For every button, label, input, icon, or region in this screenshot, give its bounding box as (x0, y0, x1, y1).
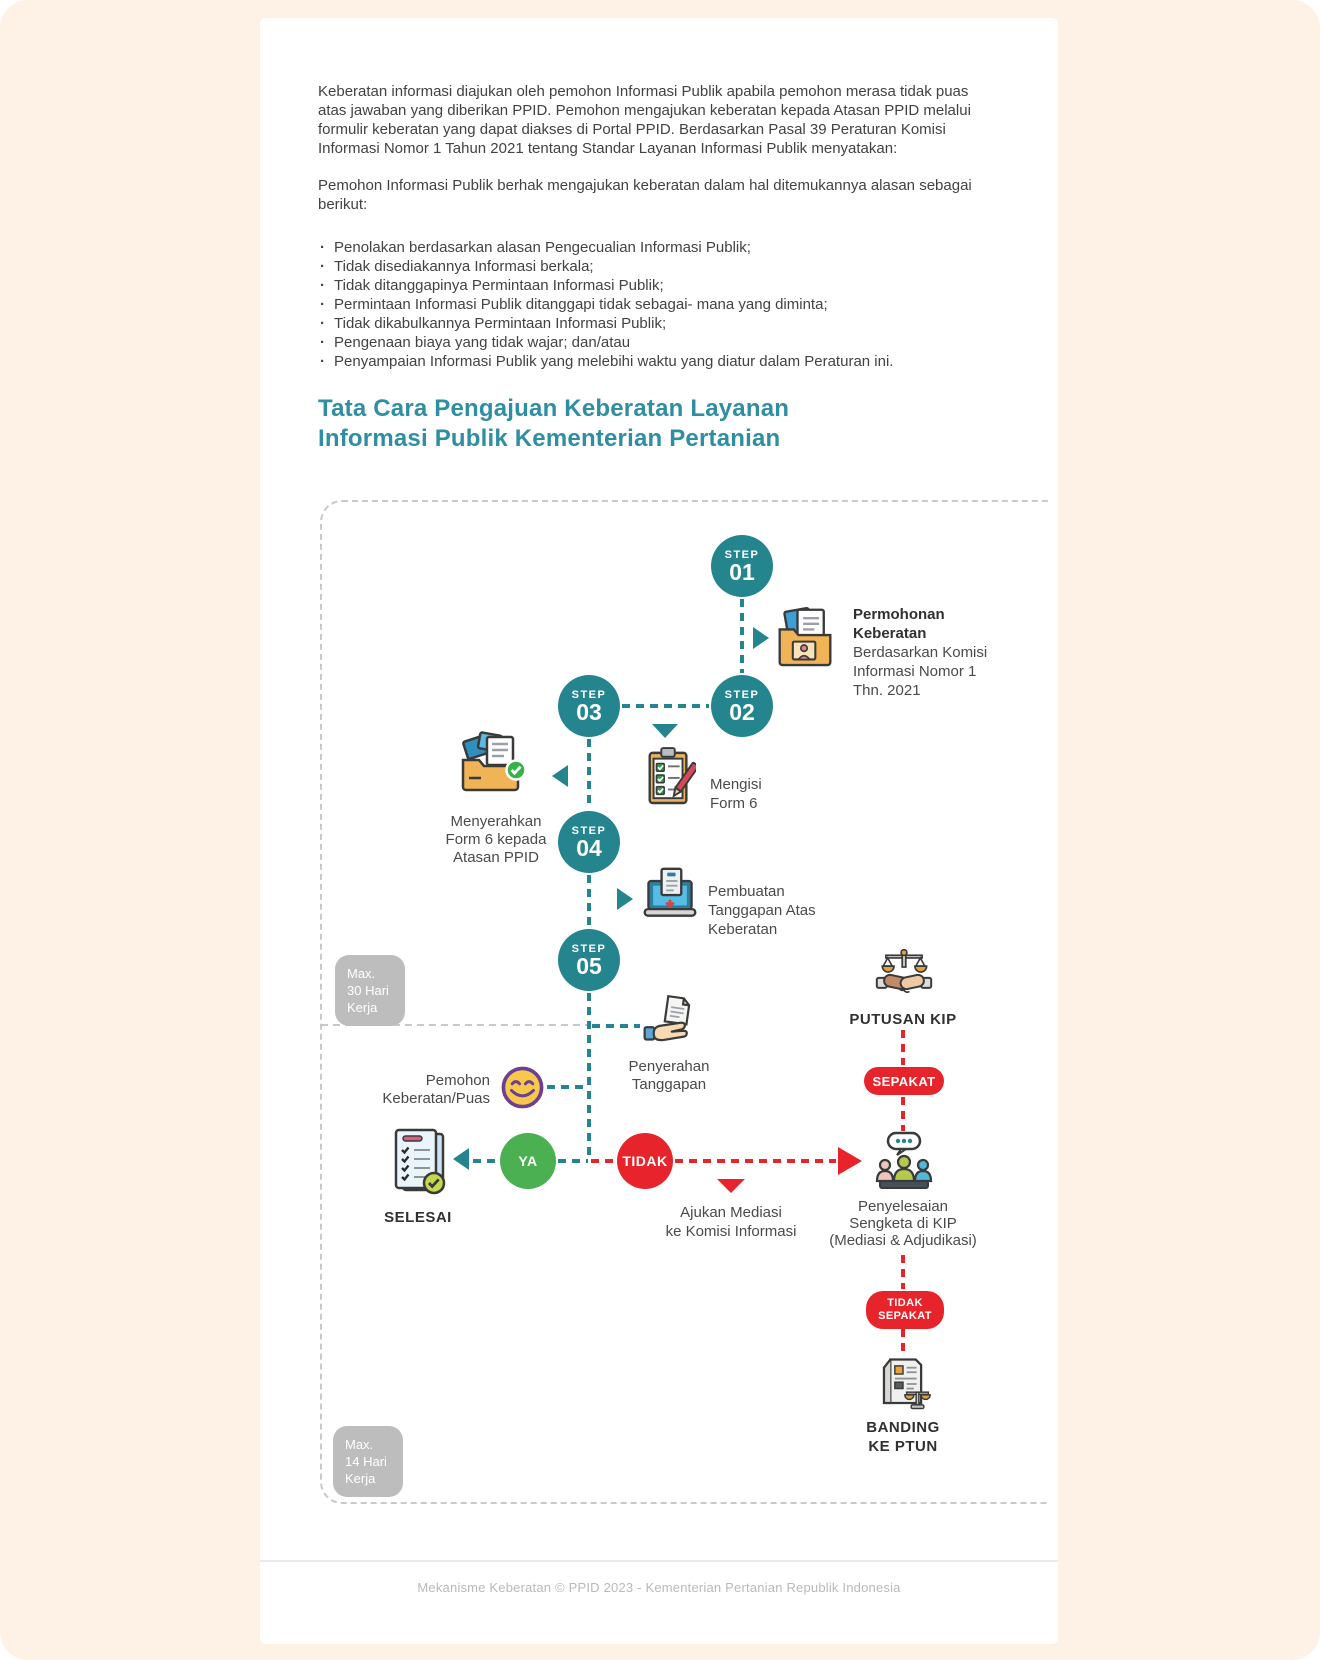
penyelesaian-label: Penyelesaian Sengketa di KIP (Mediasi & Adjudikasi) (829, 1198, 977, 1249)
laptop-response-icon (640, 866, 700, 926)
selesai-label: SELESAI (384, 1209, 452, 1226)
complaint-folder-icon (775, 604, 835, 668)
connector-pemohon (547, 1085, 589, 1089)
step-03-circle: STEP 03 (558, 675, 620, 737)
arrow-right-permohonan-icon (753, 627, 769, 649)
connector-putusan-sepakat (901, 1030, 905, 1065)
max-14-days-badge: Max. 14 Hari Kerja (333, 1426, 403, 1497)
mengisi-label: Mengisi Form 6 (710, 776, 762, 812)
banding-label: BANDING KE PTUN (866, 1419, 940, 1455)
connector-penyerahan (592, 1024, 640, 1028)
hand-delivery-icon (642, 994, 698, 1050)
arrow-left-selesai-icon (453, 1148, 469, 1170)
ptun-appeal-news-scales-icon (874, 1353, 932, 1415)
connector-step4-step5 (587, 875, 591, 927)
list-item: · Permintaan Informasi Publik ditanggapi tidak sebagai- mana yang diminta; (318, 295, 996, 314)
step-01-circle: STEP 01 (711, 535, 773, 597)
sepakat-pill: SEPAKAT (864, 1067, 944, 1095)
connector-junction-tidak (591, 1159, 617, 1163)
section-title-line2: Informasi Publik Kementerian Pertanian (318, 425, 781, 452)
max-30-days-badge: Max. 30 Hari Kerja (335, 955, 405, 1026)
decision-tidak: TIDAK (617, 1133, 673, 1189)
list-item: · Tidak disediakannya Informasi berkala; (318, 257, 996, 276)
step-05-circle: STEP 05 (558, 929, 620, 991)
connector-step3-step4 (587, 739, 591, 809)
connector-sepakat-sengketa (901, 1097, 905, 1131)
ajukan-mediasi-label: Ajukan Mediasi ke Komisi Informasi (665, 1204, 797, 1240)
arrow-down-mengisi-icon (652, 724, 678, 738)
list-item: · Penyampaian Informasi Publik yang melebihi waktu yang diatur dalam Peraturan ini. (318, 352, 996, 371)
connector-arrow-ya (473, 1159, 500, 1163)
step-02-circle: STEP 02 (711, 675, 773, 737)
list-item: · Penolakan berdasarkan alasan Pengecualian Informasi Publik; (318, 238, 996, 257)
tidak-sepakat-pill: TIDAK SEPAKAT (866, 1291, 944, 1329)
section-title (318, 394, 789, 454)
footer-text: Mekanisme Keberatan © PPID 2023 - Kementerian Pertanian Republik Indonesia (417, 1580, 901, 1595)
pemohon-label: Pemohon Keberatan/Puas (382, 1072, 490, 1107)
list-item: · Tidak dikabulkannya Permintaan Informasi Publik; (318, 314, 996, 333)
arrow-right-pembuatan-icon (617, 888, 633, 910)
connector-step5-decision (587, 993, 591, 1161)
list-item: · Pengenaan biaya yang tidak wajar; dan/atau (318, 333, 996, 352)
list-item: · Tidak ditanggapinya Permintaan Informasi Publik; (318, 276, 996, 295)
connector-step2-step3 (622, 704, 709, 708)
decision-ya: YA (500, 1133, 556, 1189)
form6-checklist-icon (642, 745, 696, 807)
step-04-circle: STEP 04 (558, 811, 620, 873)
permohonan-label: Permohonan Keberatan Berdasarkan Komisi Informasi Nomor 1 Thn. 2021 (853, 606, 988, 699)
arrow-left-menyerahkan-icon (552, 765, 568, 787)
arrow-down-mediasi (717, 1179, 745, 1193)
satisfied-smiley-icon (499, 1064, 546, 1111)
connector-sengketa-tidaksepakat (901, 1255, 905, 1289)
arrow-right-sengketa-icon (838, 1147, 862, 1175)
intro-paragraph-2: Pemohon Informasi Publik berhak mengajukan keberatan dalam hal ditemukannya alasan sebagai berikut: (318, 177, 972, 213)
section-title-line1: Tata Cara Pengajuan Keberatan Layanan (318, 395, 790, 422)
menyerahkan-label: Menyerahkan Form 6 kepada Atasan PPID (445, 813, 547, 866)
connector-tidaksepakat-banding (901, 1329, 905, 1353)
selesai-checklist-icon (387, 1126, 451, 1204)
dispute-meeting-icon (871, 1131, 937, 1193)
footer-divider (260, 1560, 1058, 1562)
connector-tidak-kip (675, 1159, 836, 1163)
submit-folder-check-icon (457, 728, 537, 802)
penyerahan-label: Penyerahan Tanggapan (628, 1058, 710, 1093)
kip-verdict-scales-handshake-icon (875, 948, 933, 1006)
pembuatan-label: Pembuatan Tanggapan Atas Keberatan (708, 883, 816, 938)
intro-paragraph-1: Keberatan informasi diajukan oleh pemohon Informasi Publik apabila pemohon merasa tidak puas atas jawaban yang diberikan PPID. Pemohon mengajukan keberatan kepada Atasan PPID melalui formulir keberatan yang dapat diakses di Portal PPID. Berdasarkan Pasal 39 Peraturan Komisi Informasi Nomor 1 Tahun 2021 tentang Standar Layanan Informasi Publik menyatakan: (318, 83, 971, 157)
connector-ya-junction (558, 1159, 588, 1163)
reasons-list (318, 238, 996, 371)
putusan-kip-label: PUTUSAN KIP (849, 1011, 957, 1028)
content-card (260, 18, 1058, 1644)
connector-step1-step2 (740, 599, 744, 673)
